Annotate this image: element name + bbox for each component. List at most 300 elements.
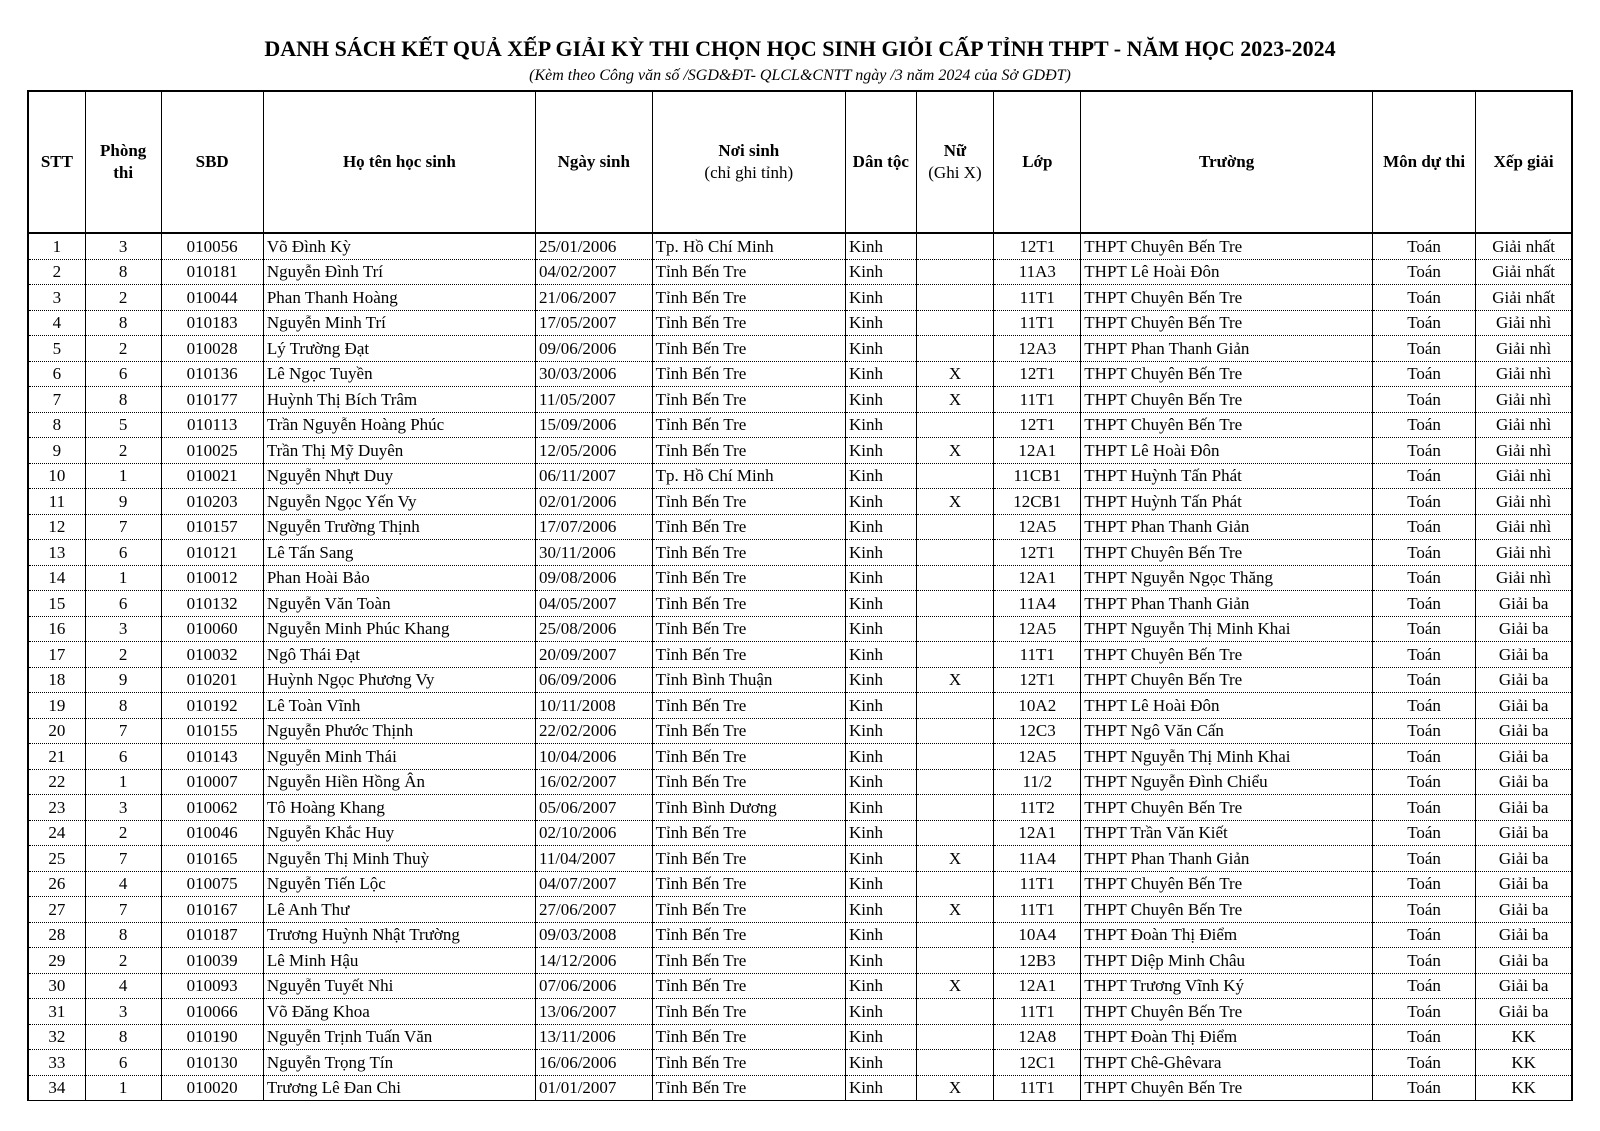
cell-room: 9 — [85, 489, 161, 515]
cell-school: THPT Nguyễn Đình Chiểu — [1081, 769, 1373, 795]
cell-school: THPT Chuyên Bến Tre — [1081, 999, 1373, 1025]
cell-subject: Toán — [1372, 591, 1475, 617]
cell-sbd: 010012 — [161, 565, 263, 591]
cell-award: KK — [1476, 1050, 1572, 1076]
cell-ethnicity: Kinh — [845, 616, 916, 642]
cell-dob: 06/09/2006 — [535, 667, 652, 693]
cell-birthplace: Tỉnh Bến Tre — [652, 310, 845, 336]
cell-ethnicity: Kinh — [845, 667, 916, 693]
cell-school: THPT Lê Hoài Đôn — [1081, 693, 1373, 719]
cell-class: 11CB1 — [994, 463, 1081, 489]
cell-ethnicity: Kinh — [845, 897, 916, 923]
cell-class: 12T1 — [994, 667, 1081, 693]
cell-award: Giải nhì — [1476, 412, 1572, 438]
cell-subject: Toán — [1372, 616, 1475, 642]
cell-sbd: 010044 — [161, 285, 263, 311]
cell-subject: Toán — [1372, 1050, 1475, 1076]
cell-school: THPT Chuyên Bến Tre — [1081, 642, 1373, 668]
cell-sbd: 010177 — [161, 387, 263, 413]
cell-dob: 25/01/2006 — [535, 233, 652, 259]
cell-stt: 30 — [28, 973, 85, 999]
cell-birthplace: Tỉnh Bến Tre — [652, 540, 845, 566]
cell-class: 12CB1 — [994, 489, 1081, 515]
cell-subject: Toán — [1372, 718, 1475, 744]
cell-stt: 6 — [28, 361, 85, 387]
cell-sbd: 010025 — [161, 438, 263, 464]
cell-ethnicity: Kinh — [845, 514, 916, 540]
cell-female — [916, 820, 994, 846]
table-row — [28, 667, 1572, 693]
cell-name: Trương Huỳnh Nhật Trường — [263, 922, 535, 948]
cell-room: 2 — [85, 948, 161, 974]
cell-birthplace: Tỉnh Bến Tre — [652, 948, 845, 974]
cell-subject: Toán — [1372, 744, 1475, 770]
cell-class: 12C1 — [994, 1050, 1081, 1076]
cell-stt: 21 — [28, 744, 85, 770]
cell-name: Nguyễn Ngọc Yến Vy — [263, 489, 535, 515]
cell-female — [916, 922, 994, 948]
cell-subject: Toán — [1372, 1075, 1475, 1101]
cell-class: 12B3 — [994, 948, 1081, 974]
cell-school: THPT Diệp Minh Châu — [1081, 948, 1373, 974]
cell-room: 8 — [85, 259, 161, 285]
results-table — [27, 90, 1573, 1101]
table-row — [28, 540, 1572, 566]
table-row — [28, 285, 1572, 311]
table-row — [28, 387, 1572, 413]
col-header-school: Trường — [1081, 91, 1373, 233]
cell-award: Giải ba — [1476, 693, 1572, 719]
cell-stt: 8 — [28, 412, 85, 438]
cell-room: 4 — [85, 973, 161, 999]
cell-birthplace: Tỉnh Bến Tre — [652, 922, 845, 948]
cell-stt: 27 — [28, 897, 85, 923]
cell-class: 11T1 — [994, 1075, 1081, 1101]
cell-name: Phan Thanh Hoàng — [263, 285, 535, 311]
cell-stt: 16 — [28, 616, 85, 642]
cell-subject: Toán — [1372, 693, 1475, 719]
cell-room: 7 — [85, 718, 161, 744]
cell-room: 8 — [85, 310, 161, 336]
cell-ethnicity: Kinh — [845, 565, 916, 591]
table-row — [28, 565, 1572, 591]
cell-sbd: 010183 — [161, 310, 263, 336]
cell-ethnicity: Kinh — [845, 310, 916, 336]
document-subtitle: (Kèm theo Công văn số /SGD&ĐT- QLCL&CNTT ngày /3 năm 2024 của Sở GDĐT) — [529, 67, 1071, 84]
cell-school: THPT Huỳnh Tấn Phát — [1081, 463, 1373, 489]
cell-class: 12T1 — [994, 233, 1081, 259]
cell-dob: 09/06/2006 — [535, 336, 652, 362]
table-row — [28, 922, 1572, 948]
cell-school: THPT Nguyễn Thị Minh Khai — [1081, 744, 1373, 770]
cell-room: 9 — [85, 667, 161, 693]
cell-sbd: 010157 — [161, 514, 263, 540]
cell-dob: 13/06/2007 — [535, 999, 652, 1025]
cell-ethnicity: Kinh — [845, 387, 916, 413]
cell-school: THPT Chuyên Bến Tre — [1081, 871, 1373, 897]
cell-birthplace: Tỉnh Bến Tre — [652, 973, 845, 999]
cell-class: 11T1 — [994, 642, 1081, 668]
cell-ethnicity: Kinh — [845, 795, 916, 821]
cell-name: Nguyễn Phước Thịnh — [263, 718, 535, 744]
cell-award: Giải ba — [1476, 897, 1572, 923]
cell-stt: 20 — [28, 718, 85, 744]
cell-birthplace: Tỉnh Bến Tre — [652, 718, 845, 744]
cell-sbd: 010121 — [161, 540, 263, 566]
cell-stt: 23 — [28, 795, 85, 821]
col-header-birthplace-note: (chỉ ghi tỉnh) — [704, 163, 794, 182]
cell-award: Giải nhì — [1476, 310, 1572, 336]
cell-female: X — [916, 1075, 994, 1101]
table-row — [28, 795, 1572, 821]
table-row — [28, 744, 1572, 770]
cell-name: Nguyễn Tuyết Nhi — [263, 973, 535, 999]
cell-stt: 34 — [28, 1075, 85, 1101]
cell-sbd: 010021 — [161, 463, 263, 489]
cell-ethnicity: Kinh — [845, 820, 916, 846]
cell-award: Giải ba — [1476, 973, 1572, 999]
cell-stt: 18 — [28, 667, 85, 693]
cell-stt: 25 — [28, 846, 85, 872]
cell-name: Nguyễn Minh Thái — [263, 744, 535, 770]
cell-female — [916, 565, 994, 591]
cell-female — [916, 336, 994, 362]
cell-stt: 4 — [28, 310, 85, 336]
cell-name: Trần Thị Mỹ Duyên — [263, 438, 535, 464]
table-row — [28, 310, 1572, 336]
cell-school: THPT Ngô Văn Cấn — [1081, 718, 1373, 744]
cell-sbd: 010093 — [161, 973, 263, 999]
cell-dob: 30/11/2006 — [535, 540, 652, 566]
cell-dob: 13/11/2006 — [535, 1024, 652, 1050]
cell-dob: 10/04/2006 — [535, 744, 652, 770]
col-header-sbd: SBD — [161, 91, 263, 233]
cell-subject: Toán — [1372, 540, 1475, 566]
cell-sbd: 010066 — [161, 999, 263, 1025]
cell-subject: Toán — [1372, 514, 1475, 540]
cell-stt: 10 — [28, 463, 85, 489]
cell-award: KK — [1476, 1024, 1572, 1050]
cell-ethnicity: Kinh — [845, 1024, 916, 1050]
cell-award: Giải ba — [1476, 744, 1572, 770]
cell-female — [916, 463, 994, 489]
cell-subject: Toán — [1372, 999, 1475, 1025]
col-header-subject: Môn dự thi — [1372, 91, 1475, 233]
cell-school: THPT Chuyên Bến Tre — [1081, 667, 1373, 693]
cell-birthplace: Tỉnh Bến Tre — [652, 489, 845, 515]
cell-award: Giải nhì — [1476, 514, 1572, 540]
cell-female — [916, 591, 994, 617]
cell-subject: Toán — [1372, 285, 1475, 311]
cell-birthplace: Tp. Hồ Chí Minh — [652, 463, 845, 489]
table-row — [28, 514, 1572, 540]
cell-dob: 11/04/2007 — [535, 846, 652, 872]
cell-sbd: 010181 — [161, 259, 263, 285]
cell-subject: Toán — [1372, 387, 1475, 413]
cell-stt: 14 — [28, 565, 85, 591]
cell-room: 3 — [85, 233, 161, 259]
cell-subject: Toán — [1372, 820, 1475, 846]
cell-sbd: 010062 — [161, 795, 263, 821]
cell-sbd: 010075 — [161, 871, 263, 897]
cell-name: Tô Hoàng Khang — [263, 795, 535, 821]
cell-ethnicity: Kinh — [845, 1050, 916, 1076]
cell-class: 12A1 — [994, 973, 1081, 999]
cell-school: THPT Chuyên Bến Tre — [1081, 233, 1373, 259]
cell-school: THPT Lê Hoài Đôn — [1081, 438, 1373, 464]
cell-subject: Toán — [1372, 259, 1475, 285]
cell-name: Nguyễn Trọng Tín — [263, 1050, 535, 1076]
cell-school: THPT Phan Thanh Giản — [1081, 591, 1373, 617]
cell-birthplace: Tỉnh Bến Tre — [652, 1024, 845, 1050]
cell-subject: Toán — [1372, 412, 1475, 438]
cell-ethnicity: Kinh — [845, 846, 916, 872]
cell-female: X — [916, 387, 994, 413]
col-header-name: Họ tên học sinh — [263, 91, 535, 233]
cell-dob: 02/10/2006 — [535, 820, 652, 846]
cell-award: Giải nhì — [1476, 387, 1572, 413]
cell-name: Lê Ngọc Tuyền — [263, 361, 535, 387]
cell-dob: 30/03/2006 — [535, 361, 652, 387]
cell-subject: Toán — [1372, 973, 1475, 999]
cell-room: 6 — [85, 591, 161, 617]
cell-female: X — [916, 897, 994, 923]
cell-female — [916, 642, 994, 668]
cell-subject: Toán — [1372, 1024, 1475, 1050]
cell-dob: 25/08/2006 — [535, 616, 652, 642]
cell-ethnicity: Kinh — [845, 285, 916, 311]
cell-name: Nguyễn Văn Toàn — [263, 591, 535, 617]
cell-award: Giải nhì — [1476, 336, 1572, 362]
cell-subject: Toán — [1372, 565, 1475, 591]
cell-award: Giải nhì — [1476, 489, 1572, 515]
cell-award: Giải ba — [1476, 948, 1572, 974]
cell-room: 2 — [85, 285, 161, 311]
cell-class: 12A5 — [994, 616, 1081, 642]
cell-female — [916, 540, 994, 566]
cell-room: 6 — [85, 744, 161, 770]
cell-class: 10A4 — [994, 922, 1081, 948]
cell-birthplace: Tp. Hồ Chí Minh — [652, 233, 845, 259]
cell-dob: 09/03/2008 — [535, 922, 652, 948]
cell-birthplace: Tỉnh Bình Thuận — [652, 667, 845, 693]
cell-school: THPT Nguyễn Ngọc Thăng — [1081, 565, 1373, 591]
cell-room: 8 — [85, 387, 161, 413]
cell-dob: 15/09/2006 — [535, 412, 652, 438]
cell-birthplace: Tỉnh Bến Tre — [652, 438, 845, 464]
cell-stt: 32 — [28, 1024, 85, 1050]
cell-class: 12C3 — [994, 718, 1081, 744]
cell-sbd: 010020 — [161, 1075, 263, 1101]
header-row — [28, 91, 1572, 233]
cell-ethnicity: Kinh — [845, 463, 916, 489]
cell-sbd: 010007 — [161, 769, 263, 795]
cell-birthplace: Tỉnh Bến Tre — [652, 769, 845, 795]
cell-room: 2 — [85, 438, 161, 464]
cell-name: Trương Lê Đan Chi — [263, 1075, 535, 1101]
cell-room: 8 — [85, 1024, 161, 1050]
cell-name: Lê Toàn Vĩnh — [263, 693, 535, 719]
cell-ethnicity: Kinh — [845, 361, 916, 387]
cell-ethnicity: Kinh — [845, 718, 916, 744]
cell-room: 1 — [85, 565, 161, 591]
cell-dob: 01/01/2007 — [535, 1075, 652, 1101]
cell-sbd: 010130 — [161, 1050, 263, 1076]
cell-ethnicity: Kinh — [845, 999, 916, 1025]
cell-room: 4 — [85, 871, 161, 897]
table-row — [28, 336, 1572, 362]
cell-female — [916, 412, 994, 438]
cell-room: 7 — [85, 846, 161, 872]
cell-stt: 12 — [28, 514, 85, 540]
cell-room: 1 — [85, 769, 161, 795]
cell-birthplace: Tỉnh Bến Tre — [652, 642, 845, 668]
cell-school: THPT Phan Thanh Giản — [1081, 336, 1373, 362]
table-row — [28, 693, 1572, 719]
cell-sbd: 010190 — [161, 1024, 263, 1050]
cell-dob: 11/05/2007 — [535, 387, 652, 413]
cell-dob: 20/09/2007 — [535, 642, 652, 668]
cell-name: Lê Tấn Sang — [263, 540, 535, 566]
cell-dob: 12/05/2006 — [535, 438, 652, 464]
table-row — [28, 871, 1572, 897]
cell-female — [916, 285, 994, 311]
cell-birthplace: Tỉnh Bến Tre — [652, 565, 845, 591]
cell-sbd: 010203 — [161, 489, 263, 515]
cell-ethnicity: Kinh — [845, 922, 916, 948]
cell-name: Võ Đăng Khoa — [263, 999, 535, 1025]
cell-sbd: 010136 — [161, 361, 263, 387]
cell-stt: 2 — [28, 259, 85, 285]
cell-school: THPT Chê-Ghêvara — [1081, 1050, 1373, 1076]
cell-subject: Toán — [1372, 642, 1475, 668]
cell-birthplace: Tỉnh Bến Tre — [652, 514, 845, 540]
cell-female: X — [916, 846, 994, 872]
cell-ethnicity: Kinh — [845, 438, 916, 464]
cell-award: Giải ba — [1476, 642, 1572, 668]
cell-stt: 5 — [28, 336, 85, 362]
cell-ethnicity: Kinh — [845, 540, 916, 566]
cell-school: THPT Chuyên Bến Tre — [1081, 361, 1373, 387]
cell-subject: Toán — [1372, 438, 1475, 464]
cell-class: 12T1 — [994, 412, 1081, 438]
cell-female — [916, 514, 994, 540]
cell-name: Huỳnh Ngọc Phương Vy — [263, 667, 535, 693]
cell-sbd: 010039 — [161, 948, 263, 974]
cell-dob: 17/07/2006 — [535, 514, 652, 540]
cell-name: Nguyễn Minh Phúc Khang — [263, 616, 535, 642]
cell-female — [916, 948, 994, 974]
col-header-birthplace — [652, 91, 845, 233]
cell-birthplace: Tỉnh Bến Tre — [652, 285, 845, 311]
cell-sbd: 010028 — [161, 336, 263, 362]
col-header-dob: Ngày sinh — [535, 91, 652, 233]
table-row — [28, 820, 1572, 846]
cell-name: Nguyễn Minh Trí — [263, 310, 535, 336]
cell-dob: 04/02/2007 — [535, 259, 652, 285]
cell-birthplace: Tỉnh Bến Tre — [652, 999, 845, 1025]
cell-sbd: 010167 — [161, 897, 263, 923]
cell-room: 2 — [85, 336, 161, 362]
table-row — [28, 489, 1572, 515]
cell-school: THPT Trương Vĩnh Ký — [1081, 973, 1373, 999]
cell-award: Giải nhất — [1476, 259, 1572, 285]
cell-birthplace: Tỉnh Bến Tre — [652, 846, 845, 872]
table-row — [28, 999, 1572, 1025]
cell-dob: 17/05/2007 — [535, 310, 652, 336]
cell-female — [916, 795, 994, 821]
table-row — [28, 973, 1572, 999]
cell-school: THPT Huỳnh Tấn Phát — [1081, 489, 1373, 515]
cell-birthplace: Tỉnh Bến Tre — [652, 336, 845, 362]
cell-class: 11T2 — [994, 795, 1081, 821]
cell-birthplace: Tỉnh Bến Tre — [652, 591, 845, 617]
cell-stt: 3 — [28, 285, 85, 311]
cell-dob: 21/06/2007 — [535, 285, 652, 311]
cell-room: 6 — [85, 361, 161, 387]
cell-award: KK — [1476, 1075, 1572, 1101]
col-header-stt: STT — [28, 91, 85, 233]
cell-stt: 33 — [28, 1050, 85, 1076]
cell-class: 11T1 — [994, 871, 1081, 897]
cell-ethnicity: Kinh — [845, 642, 916, 668]
cell-ethnicity: Kinh — [845, 693, 916, 719]
cell-dob: 04/05/2007 — [535, 591, 652, 617]
cell-school: THPT Đoàn Thị Điểm — [1081, 1024, 1373, 1050]
cell-birthplace: Tỉnh Bến Tre — [652, 744, 845, 770]
cell-room: 1 — [85, 463, 161, 489]
cell-ethnicity: Kinh — [845, 973, 916, 999]
cell-school: THPT Chuyên Bến Tre — [1081, 1075, 1373, 1101]
cell-award: Giải nhì — [1476, 361, 1572, 387]
cell-birthplace: Tỉnh Bến Tre — [652, 897, 845, 923]
cell-ethnicity: Kinh — [845, 744, 916, 770]
table-row — [28, 846, 1572, 872]
cell-stt: 26 — [28, 871, 85, 897]
cell-award: Giải ba — [1476, 999, 1572, 1025]
cell-name: Huỳnh Thị Bích Trâm — [263, 387, 535, 413]
table-row — [28, 642, 1572, 668]
cell-award: Giải ba — [1476, 795, 1572, 821]
cell-stt: 19 — [28, 693, 85, 719]
col-header-award: Xếp giải — [1476, 91, 1572, 233]
cell-sbd: 010132 — [161, 591, 263, 617]
cell-subject: Toán — [1372, 361, 1475, 387]
cell-female — [916, 616, 994, 642]
cell-name: Nguyễn Nhựt Duy — [263, 463, 535, 489]
cell-ethnicity: Kinh — [845, 591, 916, 617]
cell-sbd: 010113 — [161, 412, 263, 438]
cell-award: Giải nhất — [1476, 285, 1572, 311]
cell-sbd: 010060 — [161, 616, 263, 642]
cell-award: Giải nhì — [1476, 565, 1572, 591]
cell-dob: 07/06/2006 — [535, 973, 652, 999]
cell-subject: Toán — [1372, 897, 1475, 923]
cell-female — [916, 693, 994, 719]
cell-ethnicity: Kinh — [845, 412, 916, 438]
cell-sbd: 010056 — [161, 233, 263, 259]
cell-name: Lê Minh Hậu — [263, 948, 535, 974]
cell-sbd: 010192 — [161, 693, 263, 719]
table-row — [28, 1050, 1572, 1076]
cell-class: 12T1 — [994, 540, 1081, 566]
table-row — [28, 897, 1572, 923]
cell-award: Giải ba — [1476, 591, 1572, 617]
table-row — [28, 1075, 1572, 1101]
cell-subject: Toán — [1372, 795, 1475, 821]
col-header-female — [916, 91, 994, 233]
cell-award: Giải ba — [1476, 718, 1572, 744]
